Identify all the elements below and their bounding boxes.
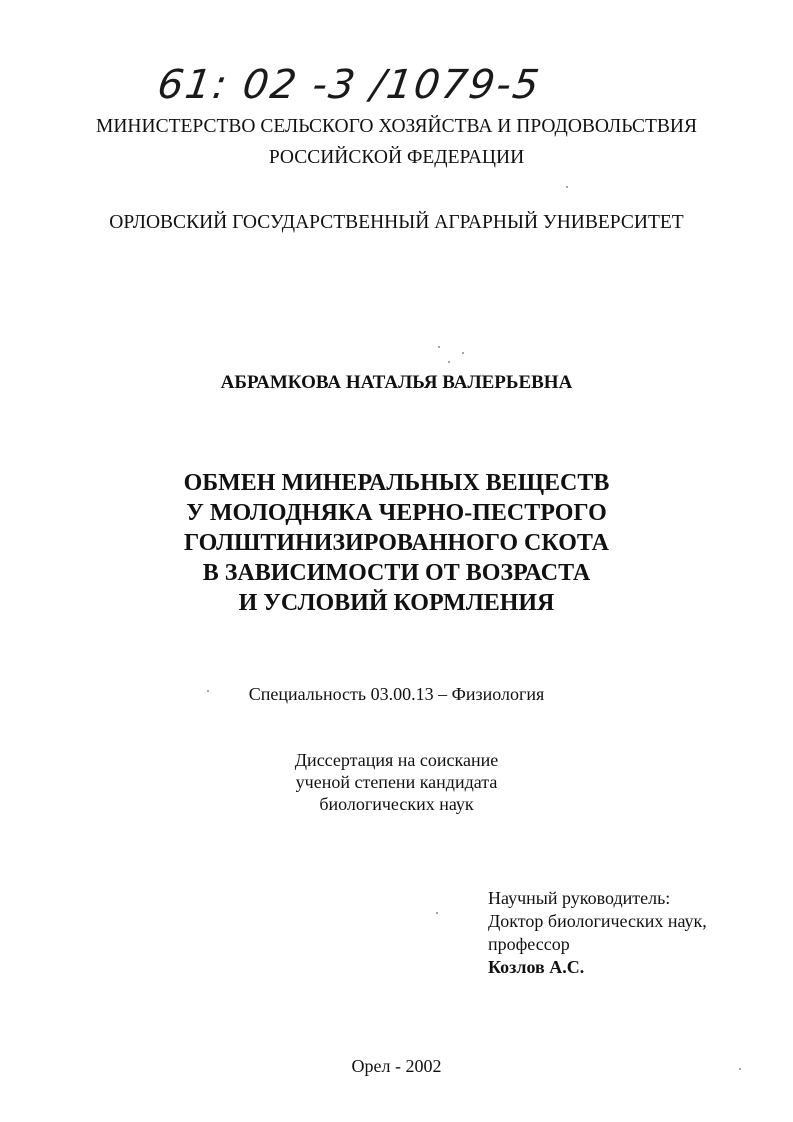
- dissertation-note-line: ученой степени кандидата: [295, 772, 498, 792]
- supervisor-degree: Доктор биологических наук,: [488, 911, 707, 931]
- scan-speck: [436, 912, 438, 914]
- ministry-line-1: МИНИСТЕРСТВО СЕЛЬСКОГО ХОЗЯЙСТВА И ПРОДОВОЛЬСТВИЯ: [96, 116, 697, 137]
- scan-speck: [207, 690, 209, 692]
- scan-speck: [438, 346, 440, 348]
- handwritten-catalog-code: 61: 02 -3 /1079-5: [154, 62, 544, 108]
- scan-speck: [739, 1068, 741, 1070]
- scan-speck: [566, 186, 568, 188]
- supervisor-name: Козлов А.С.: [488, 957, 585, 977]
- scan-speck: [462, 352, 464, 354]
- supervisor-label: Научный руководитель:: [488, 888, 671, 908]
- title-line: В ЗАВИСИМОСТИ ОТ ВОЗРАСТА: [202, 560, 591, 586]
- city-year: Орел - 2002: [351, 1056, 442, 1076]
- supervisor-rank: профессор: [488, 934, 570, 954]
- dissertation-note-line: биологических наук: [319, 794, 474, 814]
- specialty-line: Специальность 03.00.13 – Физиология: [248, 684, 545, 704]
- supervisor-block: [488, 887, 707, 979]
- dissertation-note: [0, 749, 793, 815]
- dissertation-title: [0, 468, 793, 618]
- title-line: ГОЛШТИНИЗИРОВАННОГО СКОТА: [183, 530, 610, 556]
- ministry-line-2: РОССИЙСКОЙ ФЕДЕРАЦИИ: [268, 147, 525, 168]
- title-line: И УСЛОВИЙ КОРМЛЕНИЯ: [238, 590, 555, 616]
- university-name: ОРЛОВСКИЙ ГОСУДАРСТВЕННЫЙ АГРАРНЫЙ УНИВЕРСИТЕТ: [109, 212, 684, 233]
- scan-speck: [448, 361, 450, 363]
- title-line: ОБМЕН МИНЕРАЛЬНЫХ ВЕЩЕСТВ: [183, 470, 610, 496]
- title-line: У МОЛОДНЯКА ЧЕРНО-ПЕСТРОГО: [186, 500, 607, 526]
- dissertation-note-line: Диссертация на соискание: [294, 750, 499, 770]
- author-name: АБРАМКОВА НАТАЛЬЯ ВАЛЕРЬЕВНА: [220, 372, 573, 393]
